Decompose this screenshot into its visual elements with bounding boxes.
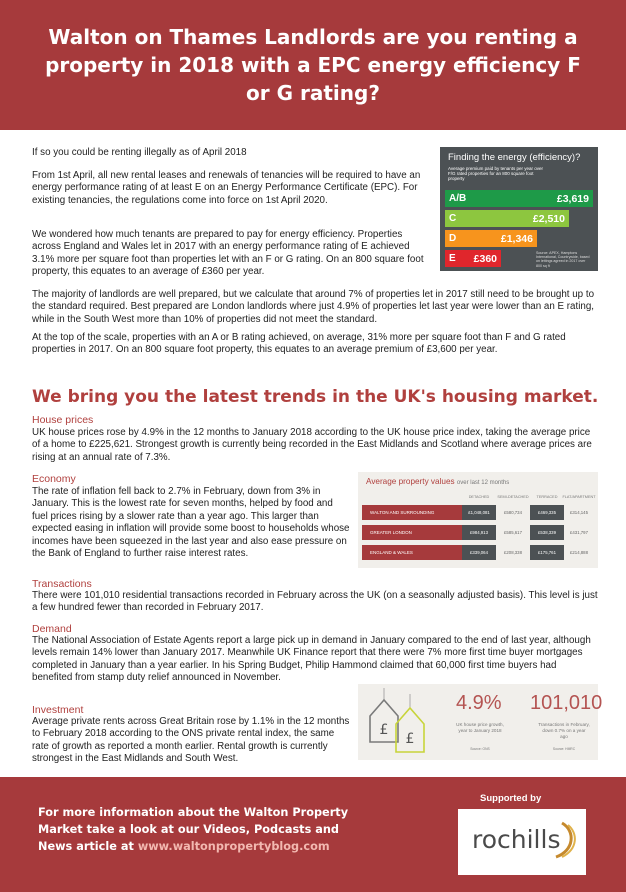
market-stats-graphic [358,684,603,760]
epc-band-letter: A/B [449,193,467,204]
transactions-title: Transactions [32,578,92,590]
table-cell: £580,734 [504,510,522,515]
epc-band-letter: D [449,233,457,244]
epc-graphic-source: Source: APEX, Hamptons International, Countrywide, based on lettings agreed in 2017 over 800 sq ft [536,251,590,268]
house-prices-title: House prices [32,414,94,426]
blog-link[interactable]: www.waltonpropertyblog.com [137,840,330,853]
stat-transactions: 101,010 [530,692,603,714]
demand-title: Demand [32,623,72,635]
table-row [362,525,594,540]
table-cell: £431,797 [570,530,588,535]
economy-title: Economy [32,473,76,485]
page-title: Walton on Thames Landlords are you renting a property in 2018 with a EPC energy efficiency F or G rating? [45,25,581,105]
epc-band-value: £2,510 [532,212,565,225]
intro-paragraph: The majority of landlords are well prepared, but we calculate that around 7% of properties let in 2017 still need to be brought up to the standard required. Best prepared are London landlords where just 4.9% of properties let last year were lower than an E rating, while in the South West more than 10% of properties did not meet the standard. [32,289,595,325]
epc-graphic-title: Finding the energy (efficiency)? [448,152,581,163]
row-area: GREATER LONDON [362,525,462,540]
economy-text: The rate of inflation fell back to 2.7% in February, down from 3% in January. This is the lowest rate for seven months, helped by food and fuel prices rising by a slower rate than a year ago. This larger than expected easing in inflation will provide some boost to households whose incomes have been squeezed in the last year and also ease pressure on the Bank of England to further raise interest rates. [32,486,350,560]
stat-caption: UK house price growth, year to January 2018 [456,722,504,733]
property-values-title-suffix: over last 12 months [456,480,510,486]
epc-band-value: £1,346 [500,232,533,245]
trends-heading: We bring you the latest trends in the UK's housing market. [32,387,599,407]
intro-paragraph: From 1st April, all new rental leases and renewals of tenancies will be required to have an energy performance rating of at least E on an Energy Performance Certificate (EPC). For existing tenancies, the regulations come into force on 1st April 2020. [32,170,421,206]
epc-band-value: £360 [473,252,497,265]
intro-paragraph: At the top of the scale, properties with an A or B rating achieved, on average, 31% more per square foot than F and G rated properties in 2017. On an 800 square foot property, this equates to an average premium of £3,600 per year. [32,332,566,356]
property-values-title-main: Average property values [366,477,455,486]
svg-text:£: £ [379,722,389,738]
table-cell: £538,339 [530,525,564,540]
row-area: WALTON AND SURROUNDING [362,505,462,520]
epc-premium-graphic [440,147,598,271]
supported-by-label: Supported by [480,793,542,804]
investment-title: Investment [32,704,84,716]
table-cell: £175,761 [530,545,564,560]
transactions-text: There were 101,010 residential transactions recorded in February across the UK (on a seasonally adjusted basis). This level is just a few hundred fewer than recorded in February 2017. [32,590,598,614]
column-header: FLAT/APARTMENT [562,495,596,499]
epc-graphic-subtitle: Average premium paid by tenants per year over F/G rated properties for an 800 square foot property [448,166,543,181]
epc-band-letter: C [449,213,457,224]
table-cell: £208,338 [504,550,522,555]
demand-text: The National Association of Estate Agents report a large pick up in demand in January compared to the end of last year, although levels remain 14% lower than January 2017. Meanwhile UK Finance report that there were 7% more first time buyer mortgages completed in January than a year earlier. In his Spring Budget, Philip Hammond claimed that 60,000 first time buyers had benefited from stamp duty relief announced in November. [32,635,591,684]
footer-info-text: For more information about the Walton Property Market take a look at our Videos, Podcasts and News article at [38,806,349,853]
table-cell: £314,145 [570,510,588,515]
column-header: DETACHED [468,495,490,499]
intro-lead: If so you could be renting illegally as of April 2018 [32,147,247,158]
logo-swoosh-icon [550,821,580,861]
logo-wordmark: rochills [472,825,561,854]
stat-house-price-growth: 4.9% [456,692,502,714]
table-row [362,505,594,520]
table-row [362,545,594,560]
table-cell: £984,913 [462,525,496,540]
table-cell: £339,064 [462,545,496,560]
footer-banner [0,777,626,892]
table-cell: £214,888 [570,550,588,555]
column-header: SEMI-DETACHED [497,495,529,499]
property-values-title [366,477,509,486]
svg-text:£: £ [405,731,415,747]
row-area: ENGLAND & WALES [362,545,462,560]
investment-text: Average private rents across Great Britain rose by 1.1% in the 12 months to February 2018 according to the ONS private rental index, the same rate of growth as reported a month earlier. Rental growth is currently strongest in the East Midlands and South West. [32,716,350,765]
house-prices-text: UK house prices rose by 4.9% in the 12 months to January 2018 according to the UK house price index, taking the average price of a home to £225,621. Strongest growth is currently being recorded in the East Midlands and Scotland where average prices are rising at an annual rate of 7.3%. [32,427,592,463]
property-values-table [358,472,598,568]
table-cell: £469,335 [530,505,564,520]
rochills-logo [458,809,586,875]
epc-band-value: £3,619 [556,192,589,205]
epc-band [445,250,501,267]
table-cell: £1,048,081 [462,505,496,520]
column-header: TERRACED [536,495,558,499]
epc-band [445,190,593,207]
epc-band [445,210,569,227]
epc-band [445,230,537,247]
intro-paragraph: We wondered how much tenants are prepared to pay for energy efficiency. Properties across England and Wales let in 2017 with an energy performance rating of E achieved 3.1% more per square foot than properties let with an F or G rating. On an 800 square foot property, this equates to an average of £360 per year. [32,229,424,278]
stat-caption: Transactions in February, down 0.7% on a year ago [538,722,590,739]
footer-info [38,804,368,855]
house-price-tags-icon [364,686,434,758]
table-cell: £585,617 [504,530,522,535]
stat-source: Source: HMRC [552,747,576,751]
header-banner [0,0,626,130]
stat-source: Source: ONS [470,747,490,751]
epc-band-letter: E [449,253,456,264]
